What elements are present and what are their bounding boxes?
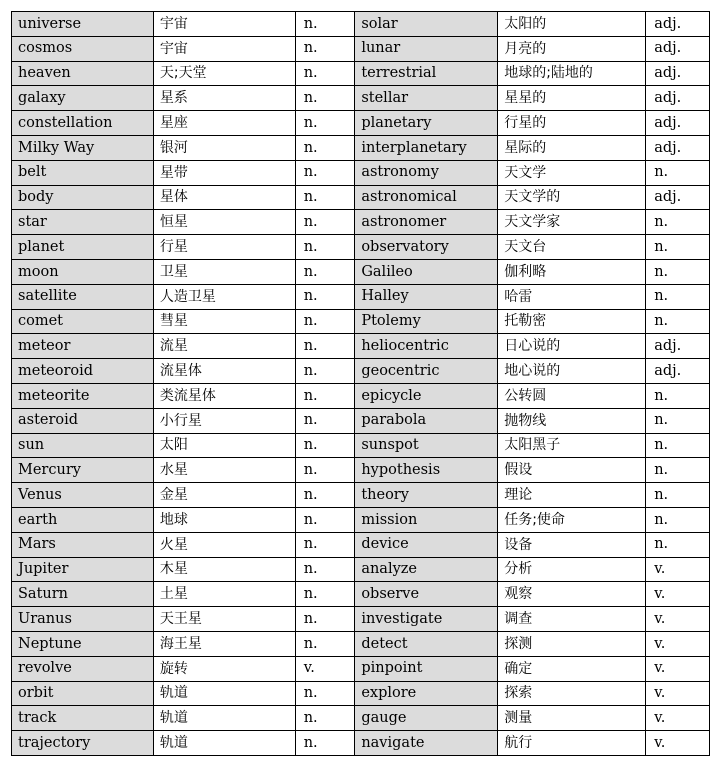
- table-row: [12, 86, 710, 111]
- chinese-meaning-cell: 火星: [153, 532, 295, 557]
- english-word-cell: parabola: [355, 408, 498, 433]
- english-word-cell: lunar: [355, 36, 498, 61]
- part-of-speech-cell: n.: [646, 235, 710, 260]
- vocabulary-table-body: [12, 12, 710, 756]
- chinese-meaning-cell: 太阳的: [498, 12, 646, 37]
- part-of-speech-cell: n.: [646, 284, 710, 309]
- chinese-meaning-cell: 类流星体: [153, 383, 295, 408]
- english-word-cell: sun: [12, 433, 154, 458]
- chinese-meaning-cell: 彗星: [153, 309, 295, 334]
- english-word-cell: meteorite: [12, 383, 154, 408]
- part-of-speech-cell: v.: [646, 582, 710, 607]
- english-word-cell: meteor: [12, 334, 154, 359]
- part-of-speech-cell: n.: [295, 259, 355, 284]
- chinese-meaning-cell: 宇宙: [153, 36, 295, 61]
- part-of-speech-cell: n.: [646, 309, 710, 334]
- table-row: [12, 259, 710, 284]
- table-row: [12, 656, 710, 681]
- part-of-speech-cell: n.: [295, 433, 355, 458]
- chinese-meaning-cell: 行星的: [498, 111, 646, 136]
- english-word-cell: Neptune: [12, 631, 154, 656]
- english-word-cell: astronomical: [355, 185, 498, 210]
- english-word-cell: belt: [12, 160, 154, 185]
- chinese-meaning-cell: 轨道: [153, 681, 295, 706]
- english-word-cell: stellar: [355, 86, 498, 111]
- chinese-meaning-cell: 地心说的: [498, 359, 646, 384]
- part-of-speech-cell: n.: [295, 210, 355, 235]
- table-row: [12, 433, 710, 458]
- english-word-cell: detect: [355, 631, 498, 656]
- part-of-speech-cell: n.: [646, 458, 710, 483]
- english-word-cell: theory: [355, 483, 498, 508]
- chinese-meaning-cell: 星体: [153, 185, 295, 210]
- part-of-speech-cell: n.: [295, 483, 355, 508]
- chinese-meaning-cell: 天文学家: [498, 210, 646, 235]
- english-word-cell: Mercury: [12, 458, 154, 483]
- chinese-meaning-cell: 土星: [153, 582, 295, 607]
- english-word-cell: track: [12, 706, 154, 731]
- part-of-speech-cell: n.: [295, 607, 355, 632]
- english-word-cell: solar: [355, 12, 498, 37]
- table-row: [12, 135, 710, 160]
- english-word-cell: observatory: [355, 235, 498, 260]
- table-row: [12, 557, 710, 582]
- table-row: [12, 507, 710, 532]
- part-of-speech-cell: n.: [646, 483, 710, 508]
- english-word-cell: moon: [12, 259, 154, 284]
- english-word-cell: heaven: [12, 61, 154, 86]
- table-row: [12, 36, 710, 61]
- chinese-meaning-cell: 调查: [498, 607, 646, 632]
- english-word-cell: comet: [12, 309, 154, 334]
- table-row: [12, 111, 710, 136]
- english-word-cell: star: [12, 210, 154, 235]
- chinese-meaning-cell: 确定: [498, 656, 646, 681]
- chinese-meaning-cell: 伽利略: [498, 259, 646, 284]
- chinese-meaning-cell: 海王星: [153, 631, 295, 656]
- chinese-meaning-cell: 宇宙: [153, 12, 295, 37]
- table-row: [12, 607, 710, 632]
- chinese-meaning-cell: 天文台: [498, 235, 646, 260]
- english-word-cell: body: [12, 185, 154, 210]
- chinese-meaning-cell: 航行: [498, 731, 646, 756]
- part-of-speech-cell: n.: [295, 61, 355, 86]
- english-word-cell: Milky Way: [12, 135, 154, 160]
- english-word-cell: universe: [12, 12, 154, 37]
- part-of-speech-cell: n.: [295, 36, 355, 61]
- chinese-meaning-cell: 太阳: [153, 433, 295, 458]
- chinese-meaning-cell: 星际的: [498, 135, 646, 160]
- english-word-cell: Saturn: [12, 582, 154, 607]
- part-of-speech-cell: n.: [295, 160, 355, 185]
- part-of-speech-cell: n.: [295, 383, 355, 408]
- chinese-meaning-cell: 小行星: [153, 408, 295, 433]
- table-row: [12, 706, 710, 731]
- table-row: [12, 383, 710, 408]
- english-word-cell: mission: [355, 507, 498, 532]
- chinese-meaning-cell: 轨道: [153, 731, 295, 756]
- part-of-speech-cell: n.: [295, 731, 355, 756]
- part-of-speech-cell: v.: [646, 631, 710, 656]
- part-of-speech-cell: n.: [295, 706, 355, 731]
- english-word-cell: Ptolemy: [355, 309, 498, 334]
- table-row: [12, 731, 710, 756]
- part-of-speech-cell: n.: [295, 582, 355, 607]
- chinese-meaning-cell: 理论: [498, 483, 646, 508]
- chinese-meaning-cell: 观察: [498, 582, 646, 607]
- english-word-cell: revolve: [12, 656, 154, 681]
- chinese-meaning-cell: 抛物线: [498, 408, 646, 433]
- table-row: [12, 582, 710, 607]
- part-of-speech-cell: n.: [295, 557, 355, 582]
- english-word-cell: hypothesis: [355, 458, 498, 483]
- part-of-speech-cell: n.: [646, 507, 710, 532]
- part-of-speech-cell: n.: [295, 631, 355, 656]
- english-word-cell: cosmos: [12, 36, 154, 61]
- part-of-speech-cell: n.: [295, 12, 355, 37]
- chinese-meaning-cell: 人造卫星: [153, 284, 295, 309]
- part-of-speech-cell: adj.: [646, 111, 710, 136]
- english-word-cell: Uranus: [12, 607, 154, 632]
- part-of-speech-cell: v.: [646, 656, 710, 681]
- english-word-cell: analyze: [355, 557, 498, 582]
- english-word-cell: Galileo: [355, 259, 498, 284]
- table-row: [12, 359, 710, 384]
- english-word-cell: satellite: [12, 284, 154, 309]
- part-of-speech-cell: n.: [295, 334, 355, 359]
- part-of-speech-cell: adj.: [646, 359, 710, 384]
- english-word-cell: constellation: [12, 111, 154, 136]
- part-of-speech-cell: v.: [646, 607, 710, 632]
- part-of-speech-cell: n.: [295, 135, 355, 160]
- chinese-meaning-cell: 星带: [153, 160, 295, 185]
- part-of-speech-cell: v.: [646, 681, 710, 706]
- part-of-speech-cell: n.: [295, 309, 355, 334]
- chinese-meaning-cell: 流星: [153, 334, 295, 359]
- part-of-speech-cell: n.: [646, 433, 710, 458]
- table-row: [12, 408, 710, 433]
- english-word-cell: Mars: [12, 532, 154, 557]
- chinese-meaning-cell: 星座: [153, 111, 295, 136]
- chinese-meaning-cell: 地球: [153, 507, 295, 532]
- english-word-cell: investigate: [355, 607, 498, 632]
- table-row: [12, 458, 710, 483]
- chinese-meaning-cell: 月亮的: [498, 36, 646, 61]
- part-of-speech-cell: n.: [295, 359, 355, 384]
- part-of-speech-cell: n.: [295, 408, 355, 433]
- part-of-speech-cell: v.: [646, 731, 710, 756]
- english-word-cell: device: [355, 532, 498, 557]
- chinese-meaning-cell: 公转圆: [498, 383, 646, 408]
- chinese-meaning-cell: 天文学的: [498, 185, 646, 210]
- chinese-meaning-cell: 探索: [498, 681, 646, 706]
- english-word-cell: planetary: [355, 111, 498, 136]
- table-row: [12, 185, 710, 210]
- chinese-meaning-cell: 设备: [498, 532, 646, 557]
- table-row: [12, 532, 710, 557]
- chinese-meaning-cell: 哈雷: [498, 284, 646, 309]
- english-word-cell: gauge: [355, 706, 498, 731]
- part-of-speech-cell: n.: [646, 160, 710, 185]
- chinese-meaning-cell: 任务;使命: [498, 507, 646, 532]
- chinese-meaning-cell: 木星: [153, 557, 295, 582]
- chinese-meaning-cell: 恒星: [153, 210, 295, 235]
- english-word-cell: heliocentric: [355, 334, 498, 359]
- english-word-cell: trajectory: [12, 731, 154, 756]
- part-of-speech-cell: adj.: [646, 12, 710, 37]
- chinese-meaning-cell: 托勒密: [498, 309, 646, 334]
- chinese-meaning-cell: 天文学: [498, 160, 646, 185]
- part-of-speech-cell: n.: [646, 259, 710, 284]
- part-of-speech-cell: n.: [646, 408, 710, 433]
- part-of-speech-cell: n.: [295, 235, 355, 260]
- part-of-speech-cell: adj.: [646, 185, 710, 210]
- chinese-meaning-cell: 天王星: [153, 607, 295, 632]
- part-of-speech-cell: v.: [646, 557, 710, 582]
- chinese-meaning-cell: 星系: [153, 86, 295, 111]
- chinese-meaning-cell: 太阳黑子: [498, 433, 646, 458]
- table-row: [12, 334, 710, 359]
- table-row: [12, 631, 710, 656]
- part-of-speech-cell: v.: [646, 706, 710, 731]
- english-word-cell: navigate: [355, 731, 498, 756]
- vocabulary-table: [11, 11, 710, 756]
- part-of-speech-cell: n.: [295, 681, 355, 706]
- part-of-speech-cell: n.: [646, 210, 710, 235]
- chinese-meaning-cell: 天;天堂: [153, 61, 295, 86]
- english-word-cell: astronomer: [355, 210, 498, 235]
- chinese-meaning-cell: 分析: [498, 557, 646, 582]
- english-word-cell: explore: [355, 681, 498, 706]
- part-of-speech-cell: n.: [646, 532, 710, 557]
- part-of-speech-cell: adj.: [646, 36, 710, 61]
- table-row: [12, 284, 710, 309]
- english-word-cell: planet: [12, 235, 154, 260]
- english-word-cell: orbit: [12, 681, 154, 706]
- part-of-speech-cell: adj.: [646, 61, 710, 86]
- chinese-meaning-cell: 测量: [498, 706, 646, 731]
- part-of-speech-cell: n.: [646, 383, 710, 408]
- part-of-speech-cell: adj.: [646, 135, 710, 160]
- chinese-meaning-cell: 水星: [153, 458, 295, 483]
- part-of-speech-cell: v.: [295, 656, 355, 681]
- english-word-cell: terrestrial: [355, 61, 498, 86]
- chinese-meaning-cell: 行星: [153, 235, 295, 260]
- table-row: [12, 309, 710, 334]
- english-word-cell: earth: [12, 507, 154, 532]
- part-of-speech-cell: n.: [295, 86, 355, 111]
- chinese-meaning-cell: 卫星: [153, 259, 295, 284]
- table-row: [12, 681, 710, 706]
- chinese-meaning-cell: 日心说的: [498, 334, 646, 359]
- english-word-cell: meteoroid: [12, 359, 154, 384]
- chinese-meaning-cell: 旋转: [153, 656, 295, 681]
- english-word-cell: sunspot: [355, 433, 498, 458]
- part-of-speech-cell: n.: [295, 111, 355, 136]
- part-of-speech-cell: n.: [295, 532, 355, 557]
- part-of-speech-cell: n.: [295, 507, 355, 532]
- chinese-meaning-cell: 地球的;陆地的: [498, 61, 646, 86]
- chinese-meaning-cell: 假设: [498, 458, 646, 483]
- chinese-meaning-cell: 流星体: [153, 359, 295, 384]
- table-row: [12, 160, 710, 185]
- chinese-meaning-cell: 银河: [153, 135, 295, 160]
- part-of-speech-cell: n.: [295, 185, 355, 210]
- english-word-cell: asteroid: [12, 408, 154, 433]
- part-of-speech-cell: adj.: [646, 86, 710, 111]
- english-word-cell: geocentric: [355, 359, 498, 384]
- english-word-cell: astronomy: [355, 160, 498, 185]
- english-word-cell: epicycle: [355, 383, 498, 408]
- english-word-cell: Halley: [355, 284, 498, 309]
- table-row: [12, 210, 710, 235]
- chinese-meaning-cell: 星星的: [498, 86, 646, 111]
- part-of-speech-cell: adj.: [646, 334, 710, 359]
- chinese-meaning-cell: 轨道: [153, 706, 295, 731]
- table-row: [12, 61, 710, 86]
- english-word-cell: observe: [355, 582, 498, 607]
- english-word-cell: pinpoint: [355, 656, 498, 681]
- english-word-cell: interplanetary: [355, 135, 498, 160]
- english-word-cell: Venus: [12, 483, 154, 508]
- chinese-meaning-cell: 金星: [153, 483, 295, 508]
- english-word-cell: Jupiter: [12, 557, 154, 582]
- table-row: [12, 235, 710, 260]
- english-word-cell: galaxy: [12, 86, 154, 111]
- part-of-speech-cell: n.: [295, 284, 355, 309]
- table-row: [12, 12, 710, 37]
- chinese-meaning-cell: 探测: [498, 631, 646, 656]
- part-of-speech-cell: n.: [295, 458, 355, 483]
- table-row: [12, 483, 710, 508]
